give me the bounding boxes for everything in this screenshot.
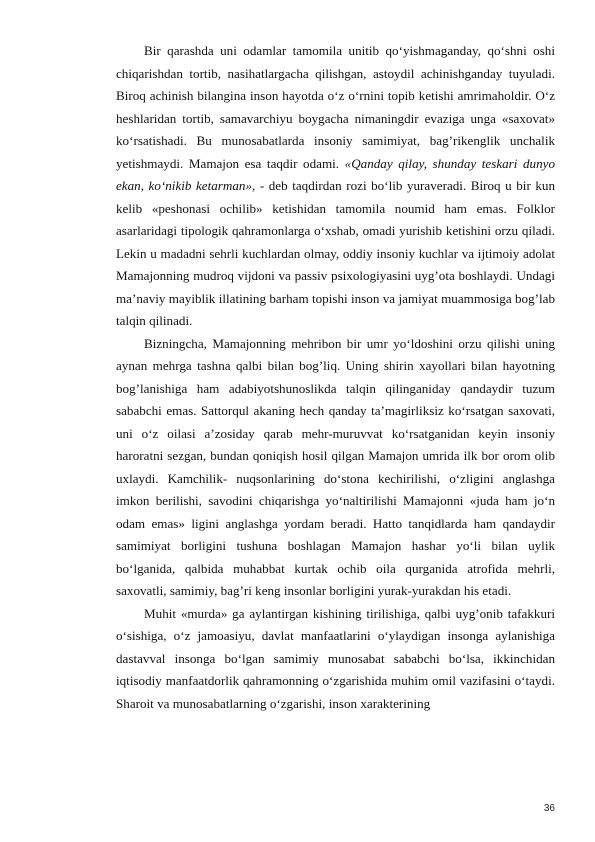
paragraph-1-continuation: - deb taqdirdan rozi bo‘lib yuraveradi. Biroq u bir kun kelib «peshonasi ochilib» ketishidan tamomila noumid ham emas. Folklor asarlaridagi tipologik qahramonlarga o‘xshab, omadi yurishib ketishini orzu qiladi. Lekin u madadni sehrli kuchlardan olmay, oddiy insoniy kuchlar va ijtimoiy adolat Mamajonning mudroq vijdoni va passiv psixologiyasini uyg’ota boshlaydi. Undagi ma’naviy mayiblik illatining barham topishi inson va jamiyat muammosiga bog’lab talqin qilinadi. <box>116 178 555 328</box>
paragraph-1-quote: «Qanday qilay, shunday teskari dunyo ekan, ko‘nikib ketarman», <box>116 155 555 193</box>
page-number: 36 <box>543 803 555 814</box>
paragraph-2: Bizningcha, Mamajonning mehribon bir umr yo‘ldoshini orzu qilishi uning aynan mehrga tashna qalbi bilan bog’liq. Uning shirin xayollari bilan hayotning bog’lanishiga ham adabiyotshunoslikda talqin qilinganiday qandaydir tuzum sababchi emas. Sattorqul akaning hech qanday ta’magirliksiz ko‘rsatgan saxovati, uni o‘z oilasi a’zosiday qarab mehr-muruvvat ko‘rsatganidan keyin insoniy haroratni sezgan, bundan qoniqish hosil qilgan Mamajon umrida ilk bor orom olib uxlaydi. Kamchilik- nuqsonlarining do‘stona kechirilishi, o‘zligini anglashga imkon berilishi, savodini chiqarishga yo‘naltirilishi Mamajonni «juda ham jo‘n odam emas» ligini anglashga yordam beradi. Hatto tanqidlarda ham qandaydir samimiyat borligini tushuna boshlagan Mamajon hashar yo‘li bilan uylik bo‘lganida, qalbida muhabbat kurtak ochib oila qurganida atrofida mehrli, saxovatli, samimiy, bag’ri keng insonlar borligini yurak-yurakdan his etadi. <box>116 335 555 598</box>
paragraph-3: Muhit «murda» ga aylantirgan kishining tirilishiga, qalbi uyg’onib tafakkuri o‘sishiga, o‘z jamoasiyu, davlat manfaatlarini o‘ylaydigan insonga aylanishiga dastavval insonga bo‘lgan samimiy munosabat sababchi bo‘lsa, ikkinchidan iqtisodiy manfaatdorlik qahramonning o‘zgarishida muhim omil vazifasini o‘taydi. Sharoit va munosabatlarning o‘zgarishi, inson xarakterining <box>116 605 555 711</box>
paragraph-1 <box>116 40 555 333</box>
document-body <box>116 40 555 715</box>
paragraph-1-text: Bir qarashda uni odamlar tamomila unitib qo‘yishmaganday, qo‘shni oshi chiqarishdan tortib, nasihatlargacha qilishgan, astoydil achinishganday tuyuladi. Biroq achinish bilangina inson hayotda o‘z o‘rnini topib ketishi amrimaholdir. O‘z heshlaridan tortib, samavarchiyu boygacha nimaningdir evaziga unga «saxovat» ko‘rsatishadi. Bu munosabatlarda insoniy samimiyat, bag’rikenglik unchalik yetishmaydi. Mamajon esa taqdir odami. <box>116 43 555 171</box>
